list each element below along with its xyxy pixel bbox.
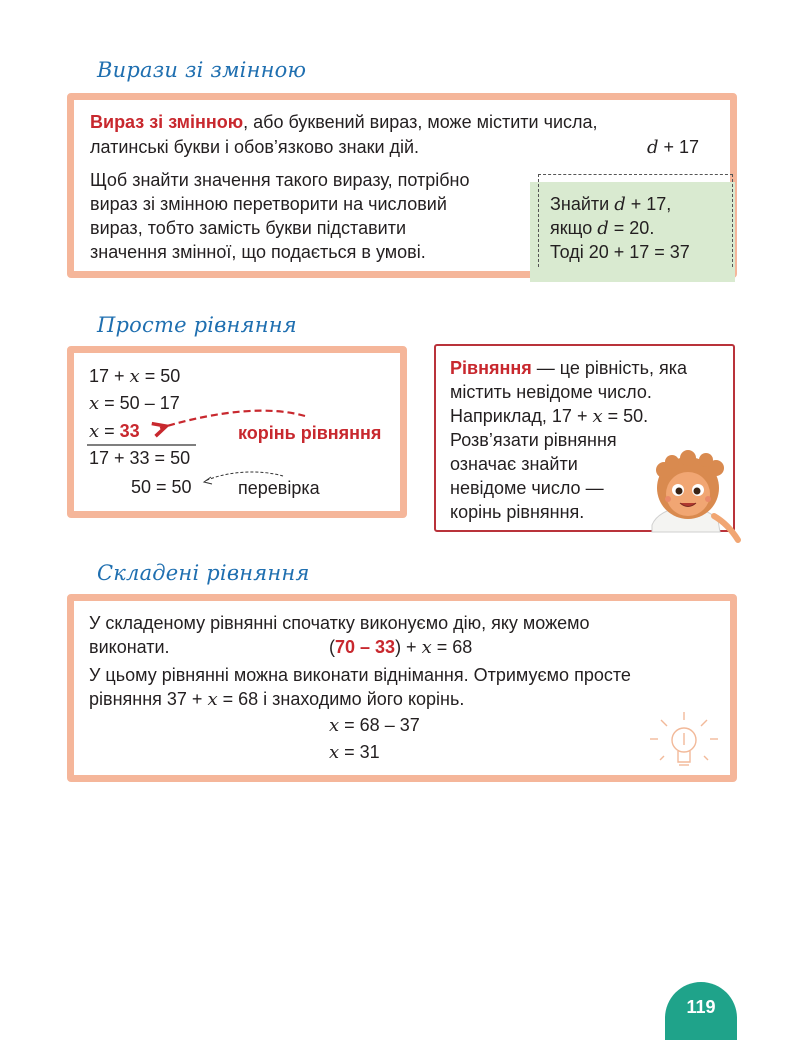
eq-text: ) +	[395, 637, 422, 657]
compound-line-1: У складеному рівнянні спочатку виконуємо дію, яку можемо	[89, 613, 590, 633]
example-card-line-3: Тоді 20 + 17 = 37	[550, 242, 690, 262]
section-heading-variable-expressions: Вирази зі змінною	[97, 58, 307, 82]
variable-d: d	[614, 194, 626, 215]
check-line-1: 17 + 33 = 50	[89, 448, 191, 468]
variable-d: d	[647, 137, 659, 158]
eq-text: = 68	[431, 637, 473, 657]
variable-x: x	[207, 689, 218, 710]
variable-x: x	[89, 393, 100, 414]
lightbulb-icon	[650, 712, 718, 765]
variable-x: x	[592, 406, 603, 427]
section-heading-simple-equation: Просте рівняння	[97, 313, 297, 337]
expression-rest: + 17	[658, 137, 700, 157]
eq-text: = 68 – 37	[339, 715, 420, 735]
variable-x: x	[421, 637, 432, 658]
equation-def-line-7: корінь рівняння.	[450, 502, 585, 522]
def-text: Наприклад, 17 +	[450, 406, 593, 426]
definition-text: , або буквений вираз, може містити числа,	[243, 112, 598, 132]
card-text: + 17,	[625, 194, 672, 214]
def-text: = 50.	[602, 406, 649, 426]
check-label: перевірка	[238, 478, 320, 498]
compound-line-2: виконати.	[89, 637, 170, 657]
def-text: — це рівність, яка	[531, 358, 687, 378]
child-illustration	[652, 450, 738, 540]
equation-def-line-2: містить невідоме число.	[450, 382, 652, 402]
card-text: якщо	[550, 218, 598, 238]
term-equation: Рівняння	[450, 358, 532, 378]
card-text: = 20.	[608, 218, 655, 238]
variable-d: d	[597, 218, 609, 239]
page-number: 119	[665, 982, 737, 1040]
check-arrow	[205, 472, 283, 481]
paragraph-line-4: значення змінної, що подається в умові.	[90, 242, 426, 262]
eq-highlight: 70 – 33	[335, 637, 396, 657]
equation-def-line-5: означає знайти	[450, 454, 578, 474]
eq-text: = 50 – 17	[99, 393, 180, 413]
eq-text: = 50	[139, 366, 181, 386]
root-value: 33	[119, 421, 140, 441]
paragraph-line-3: вираз, тобто замість букви підставити	[90, 218, 406, 238]
check-line-2: 50 = 50	[131, 477, 192, 497]
root-arrow	[160, 411, 305, 428]
paragraph-line-2: вираз зі змінною перетворити на числовий	[90, 194, 447, 214]
variable-x: x	[89, 421, 100, 442]
variable-x: x	[329, 715, 340, 736]
definition-line-2: латинські букви і обов’язково знаки дій.	[90, 137, 420, 157]
equation-def-line-4: Розв’язати рівняння	[450, 430, 617, 450]
eq-text: = 31	[339, 742, 380, 762]
term-variable-expression: Вираз зі змінною	[90, 112, 244, 132]
check-arrowhead	[204, 477, 212, 484]
variable-x: x	[329, 742, 340, 763]
eq-text: = 68 і знаходимо його корінь.	[217, 689, 465, 709]
eq-text: =	[99, 421, 120, 441]
paragraph-line-1: Щоб знайти значення такого виразу, потрібно	[90, 170, 470, 190]
root-label: корінь рівняння	[238, 423, 382, 443]
eq-text: (	[329, 637, 335, 657]
compound-line-3: У цьому рівнянні можна виконати віднімання. Отримуємо просте	[89, 665, 631, 685]
variable-x: x	[129, 366, 140, 387]
card-text: Знайти	[550, 194, 615, 214]
eq-text: рівняння 37 +	[89, 689, 208, 709]
eq-text: 17 +	[89, 366, 130, 386]
section-heading-compound-equations: Складені рівняння	[97, 561, 310, 585]
equation-def-line-6: невідоме число —	[450, 478, 604, 498]
